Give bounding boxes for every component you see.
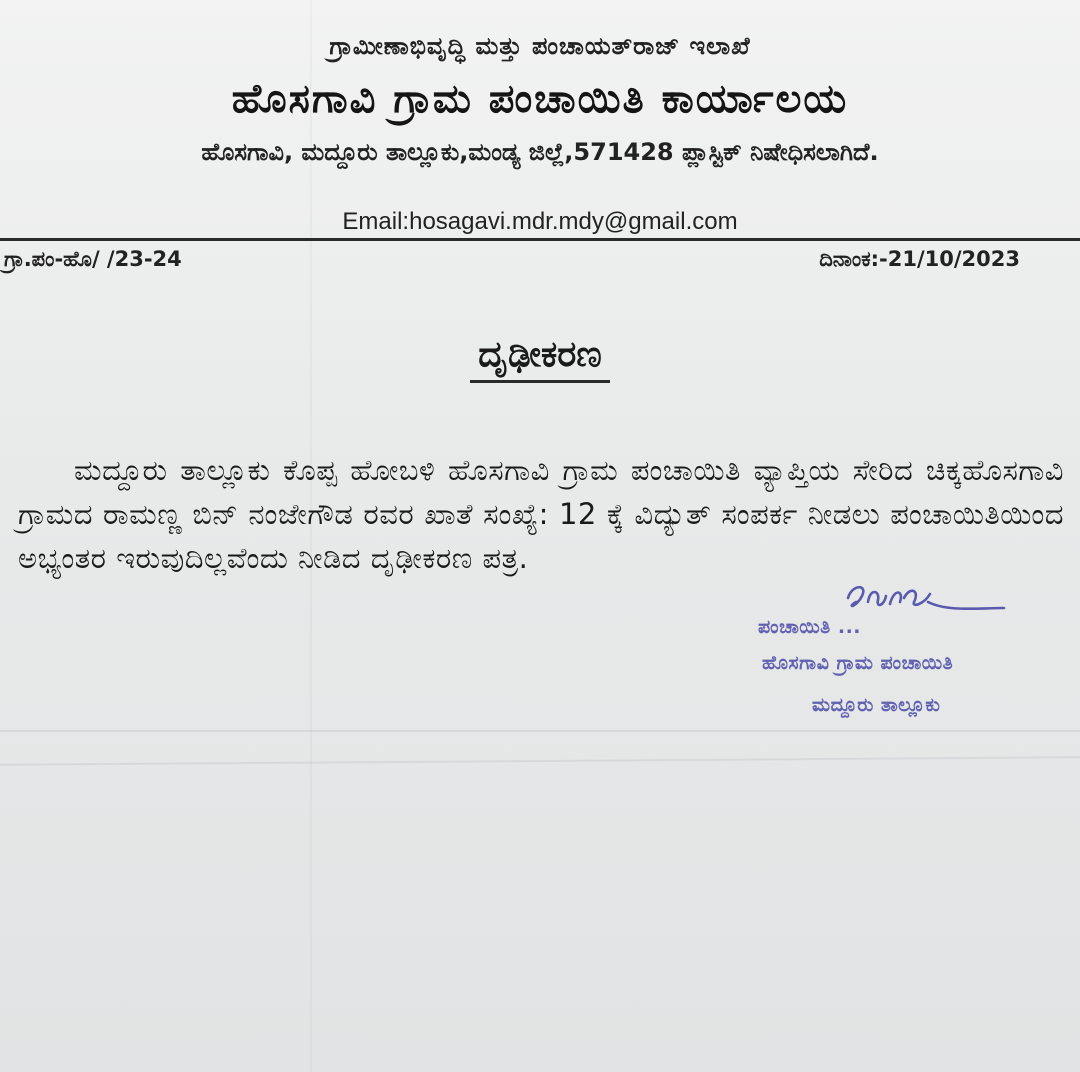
stamp-office: ಹೊಸಗಾವಿ ಗ್ರಾಮ ಪಂಚಾಯಿತಿ [762, 652, 954, 674]
letter-date: ದಿನಾಂಕ:-21/10/2023 [819, 247, 1020, 271]
office-address: ಹೊಸಗಾವಿ, ಮದ್ದೂರು ತಾಲ್ಲೂಕು,ಮಂಡ್ಯ ಜಿಲ್ಲೆ,571428 ಪ್ಲಾಸ್ಟಿಕ್ ನಿಷೇಧಿಸಲಾಗಿದೆ. [201, 138, 879, 166]
office-email: Email:hosagavi.mdr.mdy@gmail.com [342, 208, 738, 235]
signature-mark [838, 568, 1008, 628]
document-body: ಮದ್ದೂರು ತಾಲ್ಲೂಕು ಕೊಪ್ಪ ಹೋಬಳಿ ಹೊಸಗಾವಿ ಗ್ರಾಮ ಪಂಚಾಯಿತಿ ವ್ಯಾಪ್ತಿಯ ಸೇರಿದ ಚಿಕ್ಕಹೊಸಗಾವಿ ಗ್ರಾಮದ ರಾಮಣ್ಣ ಬಿನ್ ನಂಜೇಗೌಡ ರವರ ಖಾತೆ ಸಂಖ್ಯೆ: 12 ಕ್ಕೆ ವಿದ್ಯುತ್ ಸಂಪರ್ಕ ನೀಡಲು ಪಂಚಾಯಿತಿಯಿಂದ ಅಭ್ಯಂತರ ಇರುವುದಿಲ್ಲವೆಂದು ನೀಡಿದ ದೃಢೀಕರಣ ಪತ್ರ. [18, 453, 1064, 575]
document-title: ದೃಢೀಕರಣ [470, 334, 610, 383]
office-name: ಹೊಸಗಾವಿ ಗ್ರಾಮ ಪಂಚಾಯಿತಿ ಕಾರ್ಯಾಲಯ [231, 76, 849, 122]
department-name: ಗ್ರಾಮೀಣಾಭಿವೃದ್ಧಿ ಮತ್ತು ಪಂಚಾಯತ್‌ರಾಜ್ ಇಲಾಖೆ [329, 32, 751, 60]
reference-number: ಗ್ರಾ.ಪಂ-ಹೊ/ /23-24 [4, 247, 182, 271]
stamp-taluk: ಮದ್ದೂರು ತಾಲ್ಲೂಕು [812, 694, 941, 716]
document-title-wrap [0, 334, 1080, 383]
stamp-designation: ಪಂಚಾಯಿತಿ ... [758, 616, 862, 638]
header-divider [0, 238, 1080, 241]
paper-crease [0, 730, 1080, 732]
paper-crease [0, 756, 1080, 766]
